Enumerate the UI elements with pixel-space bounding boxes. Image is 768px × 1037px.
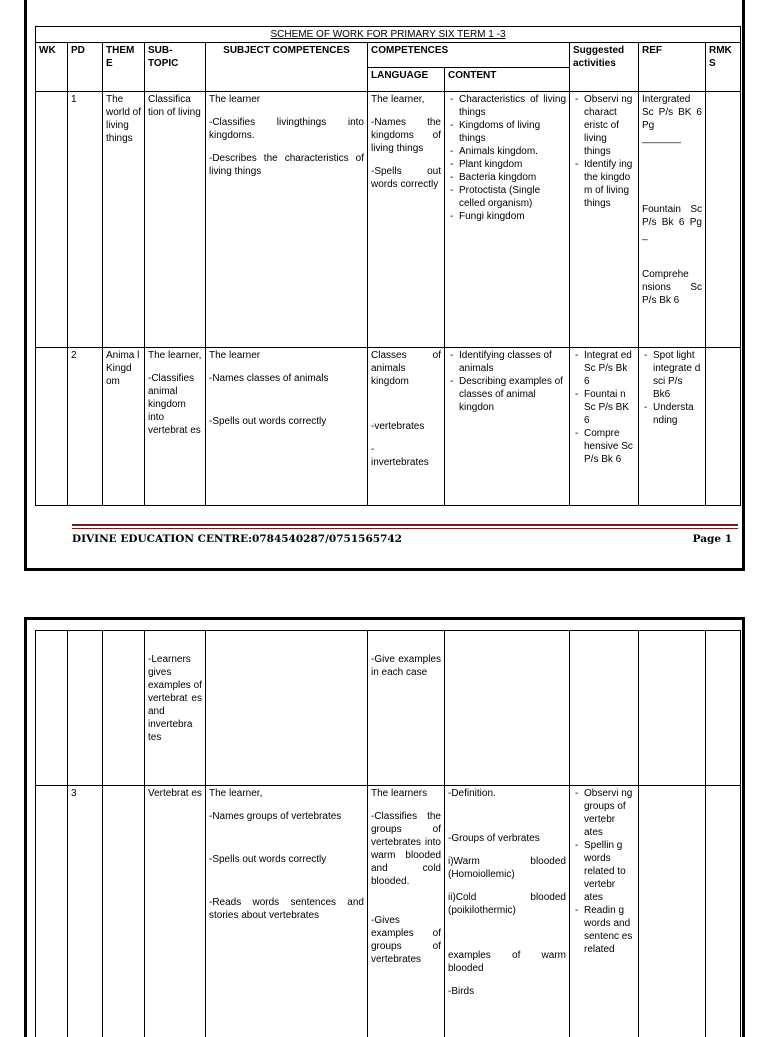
cell-pd xyxy=(68,631,103,786)
document-page-2 xyxy=(24,617,745,1037)
list-item: - Fungi kingdom xyxy=(459,210,566,223)
competence-line: The learner, xyxy=(209,787,364,800)
list-item: - Kingdoms of living things xyxy=(459,119,566,145)
table-row xyxy=(36,786,741,1037)
cell-language xyxy=(368,348,445,506)
header-language: LANGUAGE xyxy=(368,68,445,92)
list-item: - Observi ng groups of vertebr ates xyxy=(584,787,635,839)
header-suggested-activities: Suggested activities xyxy=(570,43,639,92)
cell-language xyxy=(368,92,445,348)
header-rmks: RMK S xyxy=(706,43,741,92)
list-item: - Identifying classes of animals xyxy=(459,349,566,375)
header-ref: REF xyxy=(639,43,706,92)
footer-rule xyxy=(72,528,738,529)
list-item: - Animals kingdom. xyxy=(459,145,566,158)
document-title: SCHEME OF WORK FOR PRIMARY SIX TERM 1 -3 xyxy=(36,27,741,43)
list-item: - Identify ing the kingdo m of living things xyxy=(584,158,635,210)
subtopic-line: -Classifies animal kingdom into vertebrat es xyxy=(148,372,202,437)
scheme-table-page-2 xyxy=(35,630,741,1037)
cell-subject-competences xyxy=(206,631,368,786)
cell-wk xyxy=(36,631,68,786)
cell-content xyxy=(445,92,570,348)
language-line: -Spells out words correctly xyxy=(371,165,441,191)
list-item: - Compre hensive Sc P/s Bk 6 xyxy=(584,427,635,466)
list-item: - Integrat ed Sc P/s Bk 6 xyxy=(584,349,635,388)
cell-wk xyxy=(36,92,68,348)
cell-rmks xyxy=(706,631,741,786)
cell-subtopic xyxy=(145,348,206,506)
cell-wk xyxy=(36,786,68,1037)
scheme-table-page-1 xyxy=(35,26,741,506)
document-page-1 xyxy=(24,0,745,571)
list-item: - Spellin g words related to vertebr ates xyxy=(584,839,635,904)
footer-rule xyxy=(72,524,738,526)
cell-suggested-activities xyxy=(570,786,639,1037)
header-subtopic: SUB- TOPIC xyxy=(145,43,206,92)
list-item: - Describing examples of classes of animal kingdon xyxy=(459,375,566,414)
language-line: invertebrates xyxy=(371,456,441,469)
competence-line: -Spells out words correctly xyxy=(209,853,364,866)
competence-line: -Reads words sentences and stories about vertebrates xyxy=(209,896,364,922)
list-item: - Understa nding xyxy=(653,401,702,427)
cell-subject-competences xyxy=(206,348,368,506)
competence-line: -Describes the characteristics of living things xyxy=(209,152,364,178)
content-line: examples of warm blooded xyxy=(448,949,566,975)
subtopic-line: The learner, xyxy=(148,349,202,362)
cell-ref xyxy=(639,92,706,348)
competence-line: -Names groups of vertebrates xyxy=(209,810,364,823)
language-line: - xyxy=(371,443,441,456)
ref-line: Fountain Sc P/s Bk 6 Pg _ xyxy=(642,203,702,242)
table-row xyxy=(36,348,741,506)
cell-pd: 1 xyxy=(68,92,103,348)
cell-subtopic: Vertebrat es xyxy=(145,786,206,1037)
cell-wk xyxy=(36,348,68,506)
ref-line: Comprehe nsions Sc P/s Bk 6 xyxy=(642,268,702,307)
table-row xyxy=(36,631,741,786)
cell-content xyxy=(445,786,570,1037)
list-item: - Observi ng charact eristc of living things xyxy=(584,93,635,158)
cell-suggested-activities xyxy=(570,348,639,506)
cell-ref xyxy=(639,348,706,506)
table-row xyxy=(36,92,741,348)
language-line: -Gives examples of groups of vertebrates xyxy=(371,914,441,966)
cell-rmks xyxy=(706,786,741,1037)
page-number: Page 1 xyxy=(693,533,732,545)
competence-line: The learner xyxy=(209,349,364,362)
cell-rmks xyxy=(706,348,741,506)
competence-line: -Spells out words correctly xyxy=(209,415,364,428)
header-theme: THEM E xyxy=(103,43,145,92)
cell-ref xyxy=(639,786,706,1037)
header-content: CONTENT xyxy=(445,68,570,92)
footer-contact: DIVINE EDUCATION CENTRE:0784540287/0751565742 xyxy=(72,533,402,545)
cell-theme: The world of living things xyxy=(103,92,145,348)
list-item: - Bacteria kingdom xyxy=(459,171,566,184)
list-item: - Readin g words and sentenc es related xyxy=(584,904,635,956)
header-competences: COMPETENCES xyxy=(368,43,570,68)
competence-line: -Names classes of animals xyxy=(209,372,364,385)
cell-subtopic: -Learners gives examples of vertebrat es and invertebra tes xyxy=(145,631,206,786)
ref-line: _______ xyxy=(642,132,702,145)
cell-theme: Anima l Kingd om xyxy=(103,348,145,506)
language-line: -Classifies the groups of vertebrates into warm blooded and cold blooded. xyxy=(371,810,441,888)
content-line: -Birds xyxy=(448,985,566,998)
cell-suggested-activities xyxy=(570,631,639,786)
language-line: -Names the kingdoms of living things xyxy=(371,116,441,155)
list-item: - Spot light integrate d sci P/s Bk6 xyxy=(653,349,702,401)
cell-rmks xyxy=(706,92,741,348)
cell-language: -Give examples in each case xyxy=(368,631,445,786)
content-line: -Groups of verbrates xyxy=(448,832,566,845)
competence-line: The learner xyxy=(209,93,364,106)
cell-pd: 2 xyxy=(68,348,103,506)
cell-subtopic: Classifica tion of living xyxy=(145,92,206,348)
cell-ref xyxy=(639,631,706,786)
cell-subject-competences xyxy=(206,786,368,1037)
cell-theme xyxy=(103,786,145,1037)
competence-line: -Classifies livingthings into kingdoms. xyxy=(209,116,364,142)
cell-subject-competences xyxy=(206,92,368,348)
cell-content xyxy=(445,348,570,506)
list-item: - Protoctista (Single celled organism) xyxy=(459,184,566,210)
list-item: - Characteristics of living things xyxy=(459,93,566,119)
content-line: i)Warm blooded (Homoiollemic) xyxy=(448,855,566,881)
header-subject-competences: SUBJECT COMPETENCES xyxy=(206,43,368,92)
cell-suggested-activities xyxy=(570,92,639,348)
cell-theme xyxy=(103,631,145,786)
language-line: Classes of animals kingdom xyxy=(371,349,441,388)
ref-line: Intergrated Sc P/s BK 6 Pg xyxy=(642,93,702,132)
content-line: -Definition. xyxy=(448,787,566,800)
header-wk: WK xyxy=(36,43,68,92)
language-line: The learner, xyxy=(371,93,441,106)
cell-pd: 3 xyxy=(68,786,103,1037)
cell-content xyxy=(445,631,570,786)
header-pd: PD xyxy=(68,43,103,92)
content-line: ii)Cold blooded (poikilothermic) xyxy=(448,891,566,917)
cell-language xyxy=(368,786,445,1037)
language-line: -vertebrates xyxy=(371,420,441,433)
list-item: - Fountai n Sc P/s BK 6 xyxy=(584,388,635,427)
language-line: The learners xyxy=(371,787,441,800)
list-item: - Plant kingdom xyxy=(459,158,566,171)
